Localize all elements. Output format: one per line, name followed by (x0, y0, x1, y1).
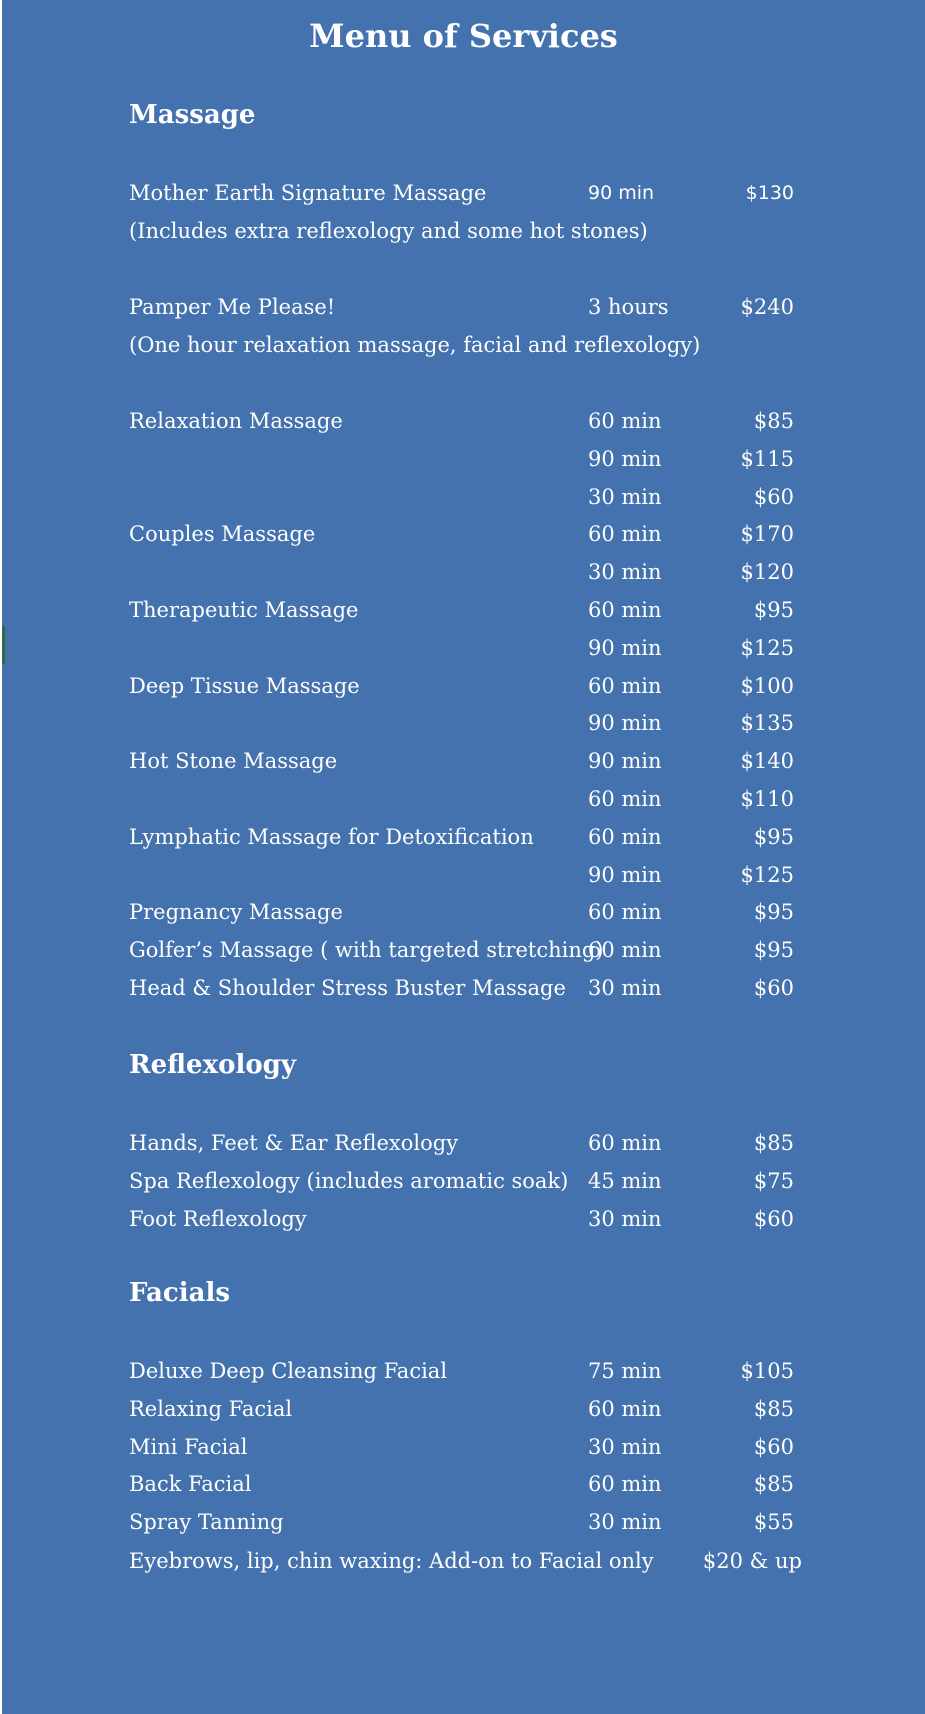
service-price: $85 (753, 1396, 794, 1421)
service-row (2, 931, 925, 969)
service-price: $60 (753, 976, 794, 1000)
service-row-pamper (2, 288, 925, 326)
service-row (2, 1200, 925, 1238)
service-row (2, 780, 925, 818)
service-row (2, 553, 925, 591)
service-name: Relaxing Facial (129, 1396, 293, 1421)
service-duration: 30 min (588, 560, 662, 585)
service-name: Deluxe Deep Cleansing Facial (129, 1359, 448, 1383)
service-price: $85 (753, 1131, 794, 1155)
service-name: Therapeutic Massage (129, 598, 359, 622)
service-name: Golfer’s Massage ( with targeted stretching) (129, 938, 604, 963)
service-row (2, 893, 925, 931)
service-price: $110 (740, 787, 794, 811)
service-name: Pregnancy Massage (129, 900, 343, 925)
page-title: Menu of Services (309, 17, 618, 55)
service-name: Relaxation Massage (129, 409, 343, 433)
service-duration: 60 min (588, 598, 662, 622)
service-duration: 75 min (588, 1359, 662, 1383)
service-name: Lymphatic Massage for Detoxification (129, 824, 534, 849)
service-duration: 30 min (588, 1434, 662, 1459)
service-price: $60 (753, 1206, 794, 1231)
service-duration: 90 min (588, 862, 662, 887)
service-price: $95 (753, 598, 794, 622)
service-duration: 60 min (588, 824, 662, 849)
service-row (2, 1465, 925, 1503)
section-heading-reflexology: Reflexology (129, 1050, 296, 1080)
service-duration: 60 min (588, 1131, 662, 1155)
service-row (2, 515, 925, 553)
service-price: $55 (753, 1510, 794, 1535)
section-heading-massage: Massage (129, 100, 256, 130)
service-price: $120 (740, 560, 794, 585)
service-duration: 30 min (588, 484, 662, 509)
service-duration: 60 min (588, 673, 662, 698)
service-price: $100 (740, 673, 794, 698)
service-name: Pamper Me Please! (129, 295, 336, 319)
service-name: Mini Facial (129, 1434, 248, 1459)
service-row (2, 1428, 925, 1466)
service-price: $105 (740, 1359, 794, 1383)
service-row (2, 742, 925, 780)
service-duration: 60 min (588, 787, 662, 811)
service-row (2, 1124, 925, 1162)
service-row-addon (2, 1542, 925, 1580)
service-duration: 60 min (588, 938, 662, 963)
service-name: Spa Reflexology (includes aromatic soak) (129, 1168, 569, 1193)
services-menu-page (2, 0, 925, 1714)
service-row (2, 818, 925, 856)
service-duration: 30 min (588, 1206, 662, 1231)
service-name: Couples Massage (129, 522, 316, 547)
service-price: $125 (740, 862, 794, 887)
service-price: $60 (753, 484, 794, 509)
service-row (2, 1352, 925, 1390)
service-note-row (2, 212, 925, 250)
service-price: $85 (753, 1472, 794, 1497)
service-duration: 60 min (588, 409, 662, 433)
service-name: Eyebrows, lip, chin waxing: Add-on to Facial only (129, 1549, 654, 1573)
service-duration: 60 min (588, 1472, 662, 1497)
service-row (2, 704, 925, 742)
service-duration: 45 min (588, 1168, 662, 1193)
service-row (2, 591, 925, 629)
service-price: $95 (753, 900, 794, 925)
service-row (2, 629, 925, 667)
service-duration: 60 min (588, 522, 662, 547)
service-duration: 90 min (588, 749, 662, 774)
service-note: (Includes extra reflexology and some hot stones) (129, 219, 648, 243)
section-heading-facials: Facials (129, 1278, 230, 1308)
service-name: Hot Stone Massage (129, 749, 338, 774)
service-row (2, 667, 925, 705)
service-price: $115 (740, 446, 794, 471)
service-name: Foot Reflexology (129, 1206, 307, 1231)
service-row (2, 402, 925, 440)
service-row (2, 856, 925, 894)
service-price: $130 (745, 182, 794, 204)
service-price: $125 (740, 635, 794, 660)
service-price: $240 (740, 295, 794, 319)
service-row (2, 478, 925, 516)
service-duration: 30 min (588, 1510, 662, 1535)
service-name: Hands, Feet & Ear Reflexology (129, 1131, 459, 1155)
service-duration: 90 min (588, 711, 662, 736)
service-name: Deep Tissue Massage (129, 673, 360, 698)
service-duration: 90 min (588, 182, 655, 204)
service-row (2, 1162, 925, 1200)
service-row (2, 1390, 925, 1428)
service-price: $75 (753, 1168, 794, 1193)
service-duration: 60 min (588, 900, 662, 925)
service-row (2, 969, 925, 1007)
service-row (2, 1503, 925, 1541)
service-name: Back Facial (129, 1472, 252, 1497)
service-price: $95 (753, 938, 794, 963)
service-name: Head & Shoulder Stress Buster Massage (129, 976, 566, 1000)
service-name: Spray Tanning (129, 1510, 284, 1535)
service-duration: 60 min (588, 1396, 662, 1421)
service-duration: 90 min (588, 635, 662, 660)
service-note-row (2, 326, 925, 364)
service-name: Mother Earth Signature Massage (129, 181, 487, 205)
service-note: (One hour relaxation massage, facial and reflexology) (129, 333, 701, 357)
service-row-signature (2, 174, 925, 212)
service-price: $170 (740, 522, 794, 547)
service-price: $60 (753, 1434, 794, 1459)
service-row (2, 440, 925, 478)
service-price: $135 (740, 711, 794, 736)
service-duration: 30 min (588, 976, 662, 1000)
service-duration: 90 min (588, 446, 662, 471)
service-price: $85 (753, 409, 794, 433)
service-price: $20 & up (702, 1549, 802, 1573)
service-price: $140 (740, 749, 794, 774)
service-duration: 3 hours (588, 295, 669, 319)
service-price: $95 (753, 824, 794, 849)
